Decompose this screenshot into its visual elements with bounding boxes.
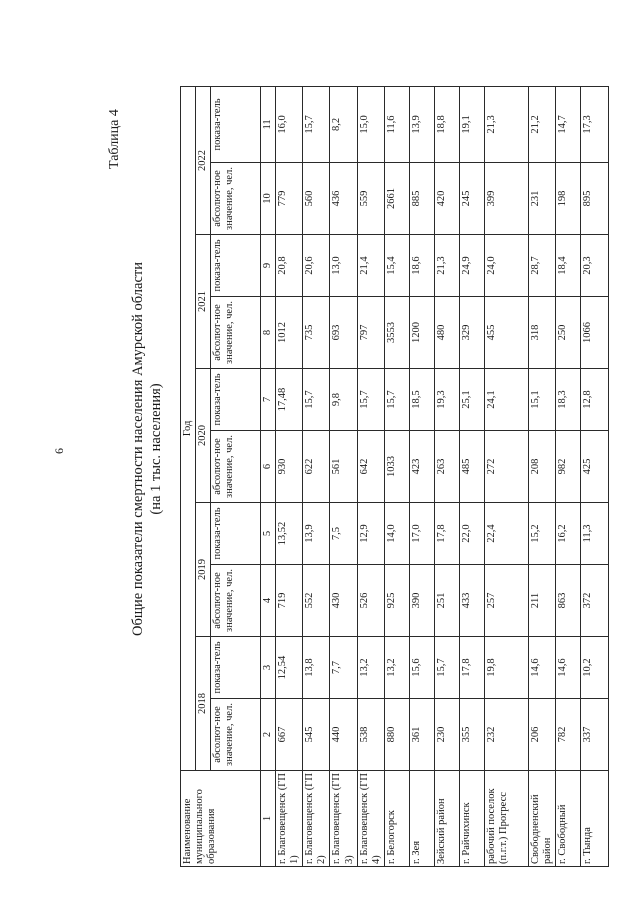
cell-absolute: 399 — [484, 163, 528, 235]
cell-indicator: 13,2 — [384, 637, 409, 699]
mortality-table — [180, 86, 609, 867]
cell-absolute: 560 — [303, 163, 330, 235]
cell-indicator: 14,0 — [384, 503, 409, 565]
header-indicator: показа-тель — [211, 369, 261, 431]
header-indicator: показа-тель — [211, 86, 261, 162]
row-name: г. Благовещенск (ГП 3) — [330, 771, 357, 867]
cell-indicator: 15,7 — [384, 369, 409, 431]
cell-absolute: 1012 — [276, 297, 303, 369]
cell-indicator: 11,6 — [384, 86, 409, 162]
cell-absolute: 561 — [330, 431, 357, 503]
table-label: Таблица 4 — [107, 109, 122, 169]
cell-indicator: 17,8 — [434, 503, 459, 565]
cell-indicator: 18,5 — [409, 369, 434, 431]
cell-absolute: 1200 — [409, 297, 434, 369]
cell-absolute: 337 — [580, 699, 608, 771]
cell-indicator: 7,7 — [330, 637, 357, 699]
cell-absolute: 440 — [330, 699, 357, 771]
cell-absolute: 538 — [357, 699, 384, 771]
cell-absolute: 880 — [384, 699, 409, 771]
cell-absolute: 425 — [580, 431, 608, 503]
cell-absolute: 735 — [303, 297, 330, 369]
cell-absolute: 480 — [434, 297, 459, 369]
cell-indicator: 12,8 — [580, 369, 608, 431]
cell-absolute: 863 — [555, 565, 580, 637]
cell-absolute: 1033 — [384, 431, 409, 503]
cell-indicator: 22,4 — [484, 503, 528, 565]
header-absolute-value: абсолют-ное значение, чел. — [211, 297, 261, 369]
cell-indicator: 18,4 — [555, 235, 580, 297]
cell-absolute: 436 — [330, 163, 357, 235]
cell-absolute: 372 — [580, 565, 608, 637]
header-year-group: Год — [181, 86, 196, 770]
cell-indicator: 16,2 — [555, 503, 580, 565]
cell-indicator: 19,8 — [484, 637, 528, 699]
cell-indicator: 15,7 — [357, 369, 384, 431]
cell-absolute: 211 — [528, 565, 555, 637]
cell-indicator: 13,0 — [330, 235, 357, 297]
cell-absolute: 230 — [434, 699, 459, 771]
cell-indicator: 21,3 — [484, 86, 528, 162]
cell-absolute: 895 — [580, 163, 608, 235]
column-number: 3 — [261, 637, 276, 699]
cell-absolute: 257 — [484, 565, 528, 637]
cell-absolute: 552 — [303, 565, 330, 637]
table-row — [330, 86, 357, 866]
cell-indicator: 15,6 — [409, 637, 434, 699]
cell-absolute: 642 — [357, 431, 384, 503]
header-indicator: показа-тель — [211, 503, 261, 565]
cell-absolute: 263 — [434, 431, 459, 503]
cell-indicator: 17,8 — [459, 637, 484, 699]
cell-indicator: 17,3 — [580, 86, 608, 162]
table-row — [580, 86, 608, 866]
header-year: 2020 — [196, 369, 211, 503]
cell-absolute: 208 — [528, 431, 555, 503]
header-absolute-value: абсолют-ное значение, чел. — [211, 565, 261, 637]
cell-indicator: 19,1 — [459, 86, 484, 162]
cell-indicator: 12,54 — [276, 637, 303, 699]
cell-absolute: 430 — [330, 565, 357, 637]
table-row — [276, 86, 303, 866]
cell-indicator: 18,3 — [555, 369, 580, 431]
cell-indicator: 13,9 — [409, 86, 434, 162]
header-year: 2018 — [196, 637, 211, 771]
column-number: 7 — [261, 369, 276, 431]
table-row — [357, 86, 384, 866]
cell-absolute: 693 — [330, 297, 357, 369]
column-number: 8 — [261, 297, 276, 369]
cell-indicator: 21,4 — [357, 235, 384, 297]
cell-absolute: 667 — [276, 699, 303, 771]
cell-indicator: 15,4 — [384, 235, 409, 297]
row-name: г. Благовещенск (ГП 4) — [357, 771, 384, 867]
page-number: 6 — [52, 448, 66, 454]
cell-indicator: 12,9 — [357, 503, 384, 565]
cell-absolute: 782 — [555, 699, 580, 771]
cell-indicator: 14,6 — [528, 637, 555, 699]
header-absolute-value: абсолют-ное значение, чел. — [211, 699, 261, 771]
cell-indicator: 24,1 — [484, 369, 528, 431]
cell-indicator: 13,9 — [303, 503, 330, 565]
cell-absolute: 622 — [303, 431, 330, 503]
column-number: 10 — [261, 163, 276, 235]
cell-indicator: 17,0 — [409, 503, 434, 565]
column-number: 4 — [261, 565, 276, 637]
cell-indicator: 9,8 — [330, 369, 357, 431]
table-row — [484, 86, 528, 866]
row-name: г. Свободный — [555, 771, 580, 867]
cell-indicator: 17,48 — [276, 369, 303, 431]
cell-indicator: 8,2 — [330, 86, 357, 162]
cell-absolute: 930 — [276, 431, 303, 503]
cell-absolute: 719 — [276, 565, 303, 637]
cell-indicator: 13,8 — [303, 637, 330, 699]
header-indicator: показа-тель — [211, 637, 261, 699]
cell-absolute: 272 — [484, 431, 528, 503]
cell-indicator: 13,52 — [276, 503, 303, 565]
cell-absolute: 232 — [484, 699, 528, 771]
cell-indicator: 28,7 — [528, 235, 555, 297]
table-row — [303, 86, 330, 866]
cell-indicator: 25,1 — [459, 369, 484, 431]
cell-absolute: 361 — [409, 699, 434, 771]
column-number: 2 — [261, 699, 276, 771]
table-subtitle: (на 1 тыс. населения) — [148, 383, 164, 515]
cell-absolute: 206 — [528, 699, 555, 771]
cell-indicator: 18,8 — [434, 86, 459, 162]
cell-indicator: 16,0 — [276, 86, 303, 162]
cell-indicator: 15,7 — [434, 637, 459, 699]
cell-indicator: 15,7 — [303, 369, 330, 431]
cell-indicator: 18,6 — [409, 235, 434, 297]
cell-absolute: 925 — [384, 565, 409, 637]
cell-indicator: 24,0 — [484, 235, 528, 297]
cell-indicator: 22,0 — [459, 503, 484, 565]
header-absolute-value: абсолют-ное значение, чел. — [211, 431, 261, 503]
row-name: г. Благовещенск (ГП 2) — [303, 771, 330, 867]
header-name-col: Наименование муниципального образования — [181, 771, 261, 867]
cell-indicator: 19,3 — [434, 369, 459, 431]
cell-indicator: 20,8 — [276, 235, 303, 297]
cell-absolute: 423 — [409, 431, 434, 503]
header-indicator: показа-тель — [211, 235, 261, 297]
cell-absolute: 433 — [459, 565, 484, 637]
header-year: 2021 — [196, 235, 211, 369]
header-year: 2019 — [196, 503, 211, 637]
column-number: 11 — [261, 86, 276, 162]
table-row — [384, 86, 409, 866]
column-number: 6 — [261, 431, 276, 503]
row-name: г. Белогорск — [384, 771, 409, 867]
cell-indicator: 21,2 — [528, 86, 555, 162]
cell-absolute: 2661 — [384, 163, 409, 235]
cell-indicator: 14,7 — [555, 86, 580, 162]
table-row — [459, 86, 484, 866]
cell-absolute: 250 — [555, 297, 580, 369]
table-row — [434, 86, 459, 866]
row-name: Зейский район — [434, 771, 459, 867]
cell-absolute: 982 — [555, 431, 580, 503]
cell-indicator: 7,5 — [330, 503, 357, 565]
cell-absolute: 329 — [459, 297, 484, 369]
cell-absolute: 885 — [409, 163, 434, 235]
row-name: г. Райчихинск — [459, 771, 484, 867]
cell-absolute: 245 — [459, 163, 484, 235]
row-name: г. Благовещенск (ГП 1) — [276, 771, 303, 867]
cell-absolute: 545 — [303, 699, 330, 771]
cell-indicator: 15,7 — [303, 86, 330, 162]
cell-absolute: 318 — [528, 297, 555, 369]
cell-indicator: 20,3 — [580, 235, 608, 297]
column-number: 1 — [261, 771, 276, 867]
header-absolute-value: абсолют-ное значение, чел. — [211, 163, 261, 235]
row-name: г. Зея — [409, 771, 434, 867]
cell-indicator: 13,2 — [357, 637, 384, 699]
table-row — [555, 86, 580, 866]
cell-indicator: 15,2 — [528, 503, 555, 565]
cell-absolute: 485 — [459, 431, 484, 503]
cell-absolute: 355 — [459, 699, 484, 771]
cell-indicator: 14,6 — [555, 637, 580, 699]
cell-indicator: 21,3 — [434, 235, 459, 297]
row-name: г. Тында — [580, 771, 608, 867]
cell-absolute: 455 — [484, 297, 528, 369]
cell-absolute: 1066 — [580, 297, 608, 369]
header-year: 2022 — [196, 86, 211, 234]
cell-indicator: 24,9 — [459, 235, 484, 297]
cell-indicator: 20,6 — [303, 235, 330, 297]
cell-indicator: 11,3 — [580, 503, 608, 565]
cell-absolute: 3553 — [384, 297, 409, 369]
row-name: рабочий поселок (п.г.т.) Прогресс — [484, 771, 528, 867]
column-number: 5 — [261, 503, 276, 565]
cell-indicator: 15,0 — [357, 86, 384, 162]
cell-absolute: 559 — [357, 163, 384, 235]
cell-absolute: 231 — [528, 163, 555, 235]
row-name: Свободненский район — [528, 771, 555, 867]
cell-absolute: 198 — [555, 163, 580, 235]
cell-absolute: 390 — [409, 565, 434, 637]
table-title: Общие показатели смертности населения Амурской области — [130, 262, 146, 636]
cell-absolute: 797 — [357, 297, 384, 369]
cell-absolute: 251 — [434, 565, 459, 637]
cell-absolute: 779 — [276, 163, 303, 235]
table-row — [528, 86, 555, 866]
column-number: 9 — [261, 235, 276, 297]
cell-indicator: 10,2 — [580, 637, 608, 699]
table-row — [409, 86, 434, 866]
cell-indicator: 15,1 — [528, 369, 555, 431]
cell-absolute: 420 — [434, 163, 459, 235]
cell-absolute: 526 — [357, 565, 384, 637]
